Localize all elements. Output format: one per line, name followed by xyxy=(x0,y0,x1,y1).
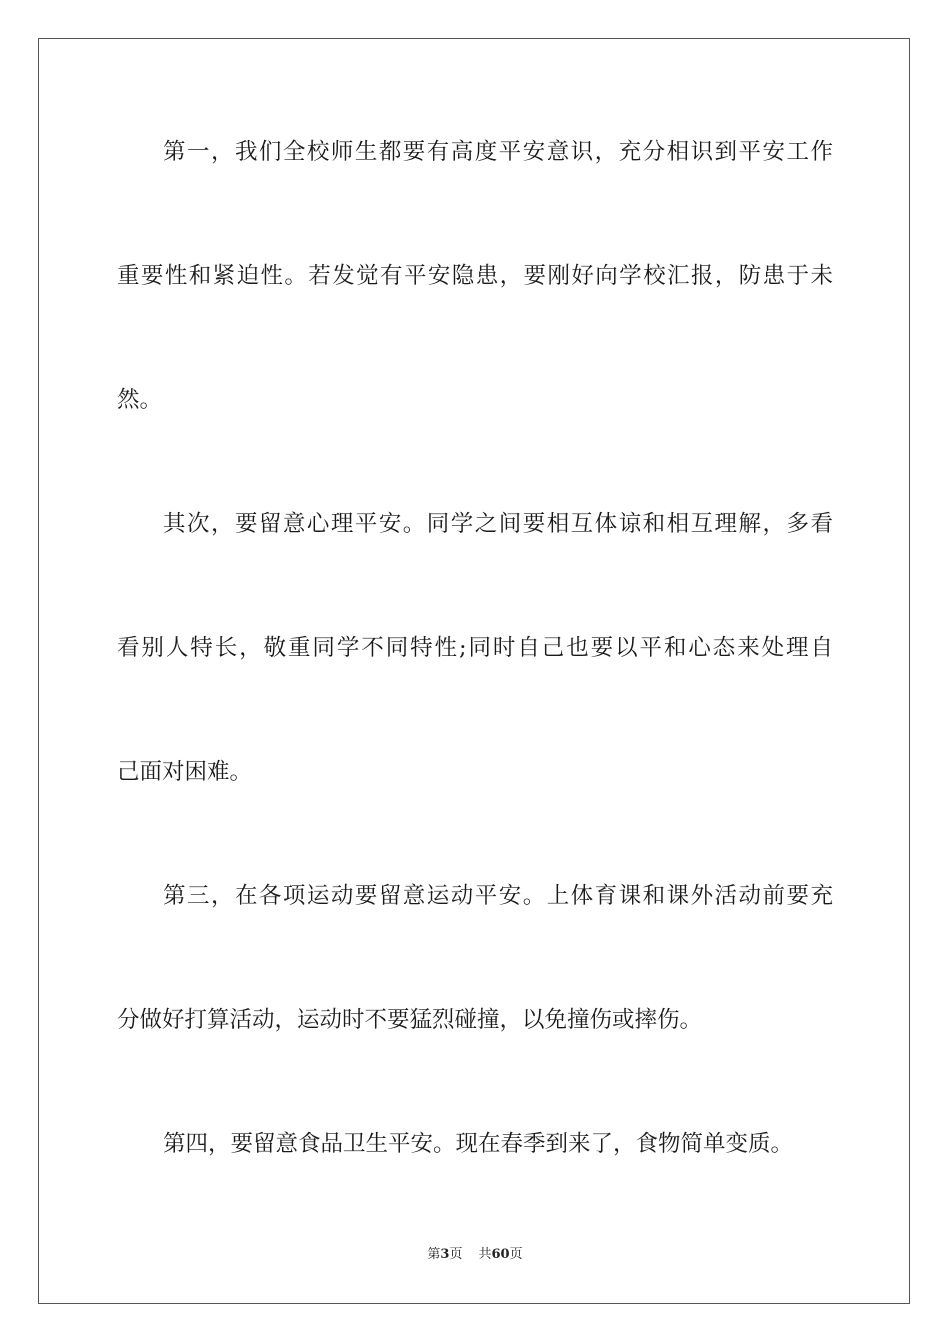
footer-page-suffix: 页 xyxy=(449,1247,463,1262)
page-frame xyxy=(38,38,910,1304)
paragraph-2-line-1: 其次，要留意心理平安。同学之间要相互体谅和相互理解，多看 xyxy=(163,511,833,537)
paragraph-1-line-1: 第一，我们全校师生都要有高度平安意识，充分相识到平安工作 xyxy=(163,139,833,165)
footer-prefix: 第 xyxy=(427,1247,441,1262)
paragraph-3-line-2: 分做好打算活动，运动时不要猛烈碰撞，以免撞伤或摔伤。 xyxy=(117,1007,703,1033)
paragraph-1-line-2: 重要性和紧迫性。若发觉有平安隐患，要刚好向学校汇报，防患于未 xyxy=(117,263,833,289)
footer-current-page: 3 xyxy=(440,1247,450,1262)
page-footer xyxy=(0,1246,950,1264)
paragraph-4-line-1: 第四，要留意食品卫生平安。现在春季到来了，食物简单变质。 xyxy=(163,1131,794,1157)
paragraph-2-line-2: 看别人特长，敬重同学不同特性;同时自己也要以平和心态来处理自 xyxy=(117,635,833,661)
footer-total-pages: 60 xyxy=(491,1247,510,1262)
paragraph-3-line-1: 第三，在各项运动要留意运动平安。上体育课和课外活动前要充 xyxy=(163,883,833,909)
paragraph-1-line-3: 然。 xyxy=(117,387,163,413)
footer-total-suffix: 页 xyxy=(509,1247,523,1262)
paragraph-2-line-3: 己面对困难。 xyxy=(117,759,253,785)
footer-total-prefix: 共 xyxy=(478,1247,492,1262)
